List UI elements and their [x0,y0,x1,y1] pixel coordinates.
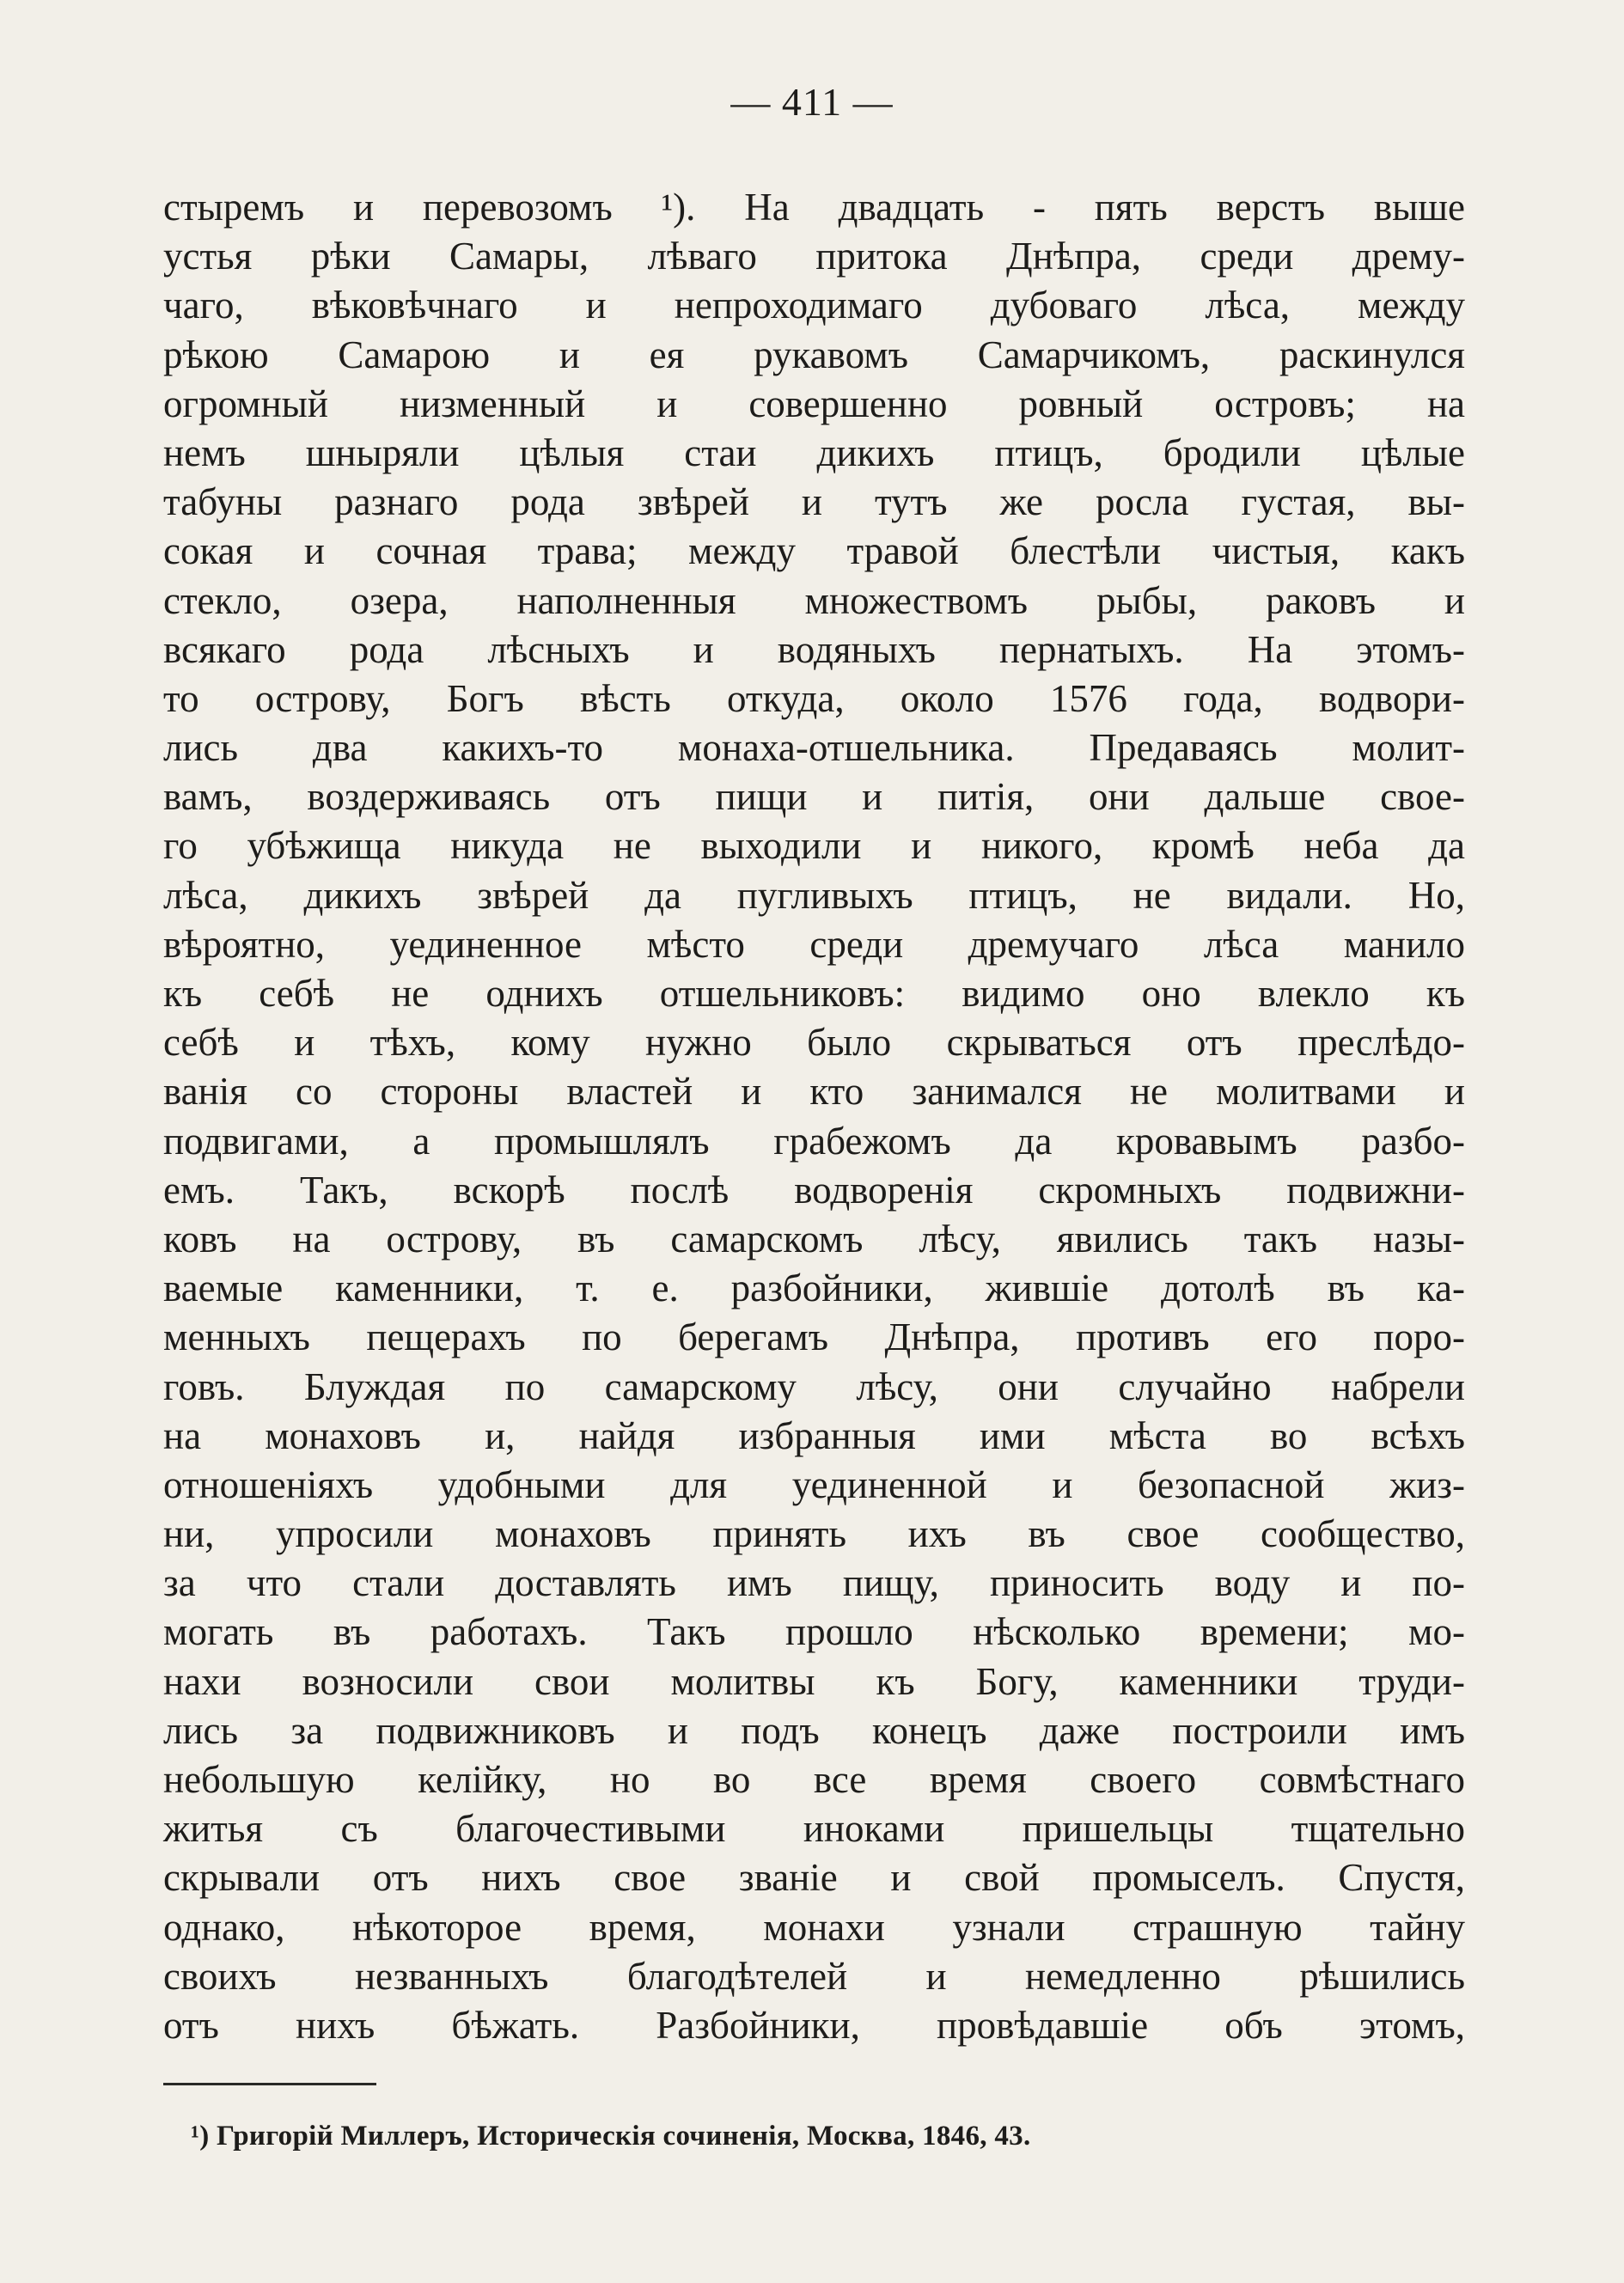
text-line: небольшую келійку, но во все время своего совмѣстнаго [163,1758,1465,1801]
text-line: отношеніяхъ удобными для уединенной и безопасной жиз- [163,1462,1465,1506]
text-line: табуны разнаго рода звѣрей и тутъ же росла густая, вы- [163,480,1465,524]
text-line: лись за подвижниковъ и подъ конецъ даже построили имъ [163,1708,1465,1752]
text-line: ваемые каменники, т. е. разбойники, жившіе дотолѣ въ ка- [163,1267,1465,1310]
text-line: говъ. Блуждая по самарскому лѣсу, они случайно набрели [163,1364,1465,1408]
text-line: вѣроятно, уединенное мѣсто среди дремучаго лѣса манило [163,922,1465,966]
text-line: подвигами, а промышлялъ грабежомъ да кровавымъ разбо- [163,1119,1465,1163]
text-line: го убѣжища никуда не выходили и никого, кромѣ неба да [163,824,1465,868]
text-line: стыремъ и перевозомъ ¹). На двадцать - пять верстъ выше [163,186,1465,229]
text-line: ковъ на острову, въ самарскомъ лѣсу, явились такъ назы- [163,1217,1465,1261]
text-line: рѣкою Самарою и ея рукавомъ Самарчикомъ, раскинулся [163,333,1465,376]
text-line: на монаховъ и, найдя избранныя ими мѣста во всѣхъ [163,1413,1465,1457]
text-line: емъ. Такъ, вскорѣ послѣ водворенія скромныхъ подвижни- [163,1168,1465,1212]
footnote: ¹) Григорій Миллеръ, Историческія сочиненія, Москва, 1846, 43. [191,2121,1031,2152]
text-line: огромный низменный и совершенно ровный островъ; на [163,382,1465,425]
text-line: житья съ благочестивыми иноками пришельцы тщательно [163,1807,1465,1851]
text-line: своихъ незванныхъ благодѣтелей и немедленно рѣшились [163,1954,1465,1998]
text-line: къ себѣ не однихъ отшельниковъ: видимо оно влекло къ [163,972,1465,1015]
text-line: лись два какихъ-то монаха-отшельника. Предаваясь молит- [163,726,1465,770]
text-line: лѣса, дикихъ звѣрей да пугливыхъ птицъ, не видали. Но, [163,873,1465,917]
text-line: однако, нѣкоторое время, монахи узнали страшную тайну [163,1905,1465,1949]
text-line: себѣ и тѣхъ, кому нужно было скрываться отъ преслѣдо- [163,1021,1465,1065]
text-line: отъ нихъ бѣжать. Разбойники, провѣдавшіе объ этомъ, [163,2003,1465,2047]
text-line: чаго, вѣковѣчнаго и непроходимаго дубоваго лѣса, между [163,284,1465,327]
footnote-divider [163,2083,376,2085]
text-line: могать въ работахъ. Такъ прошло нѣсколько времени; мо- [163,1610,1465,1654]
text-line: менныхъ пещерахъ по берегамъ Днѣпра, противъ его поро- [163,1315,1465,1359]
text-line: устья рѣки Самары, лѣваго притока Днѣпра, среди дрему- [163,235,1465,278]
text-line: вамъ, воздерживаясь отъ пищи и питія, они дальше свое- [163,775,1465,819]
text-line: то острову, Богъ вѣсть откуда, около 1576 года, водвори- [163,676,1465,720]
text-line: за что стали доставлять имъ пищу, приносить воду и по- [163,1561,1465,1605]
text-line: всякаго рода лѣсныхъ и водяныхъ пернатыхъ. На этомъ- [163,627,1465,671]
text-line: сокая и сочная трава; между травой блестѣли чистыя, какъ [163,529,1465,573]
text-line: стекло, озера, наполненныя множествомъ рыбы, раковъ и [163,578,1465,622]
text-line: ни, упросили монаховъ принять ихъ въ свое сообщество, [163,1512,1465,1556]
text-line: ванія со стороны властей и кто занимался не молитвами и [163,1070,1465,1114]
text-line: нахи возносили свои молитвы къ Богу, каменники труди- [163,1659,1465,1703]
text-line: скрывали отъ нихъ свое званіе и свой промыселъ. Спустя, [163,1856,1465,1900]
page-number: — 411 — [730,80,894,124]
body-text [163,183,1465,2050]
text-line: немъ шныряли цѣлыя стаи дикихъ птицъ, бродили цѣлые [163,430,1465,474]
